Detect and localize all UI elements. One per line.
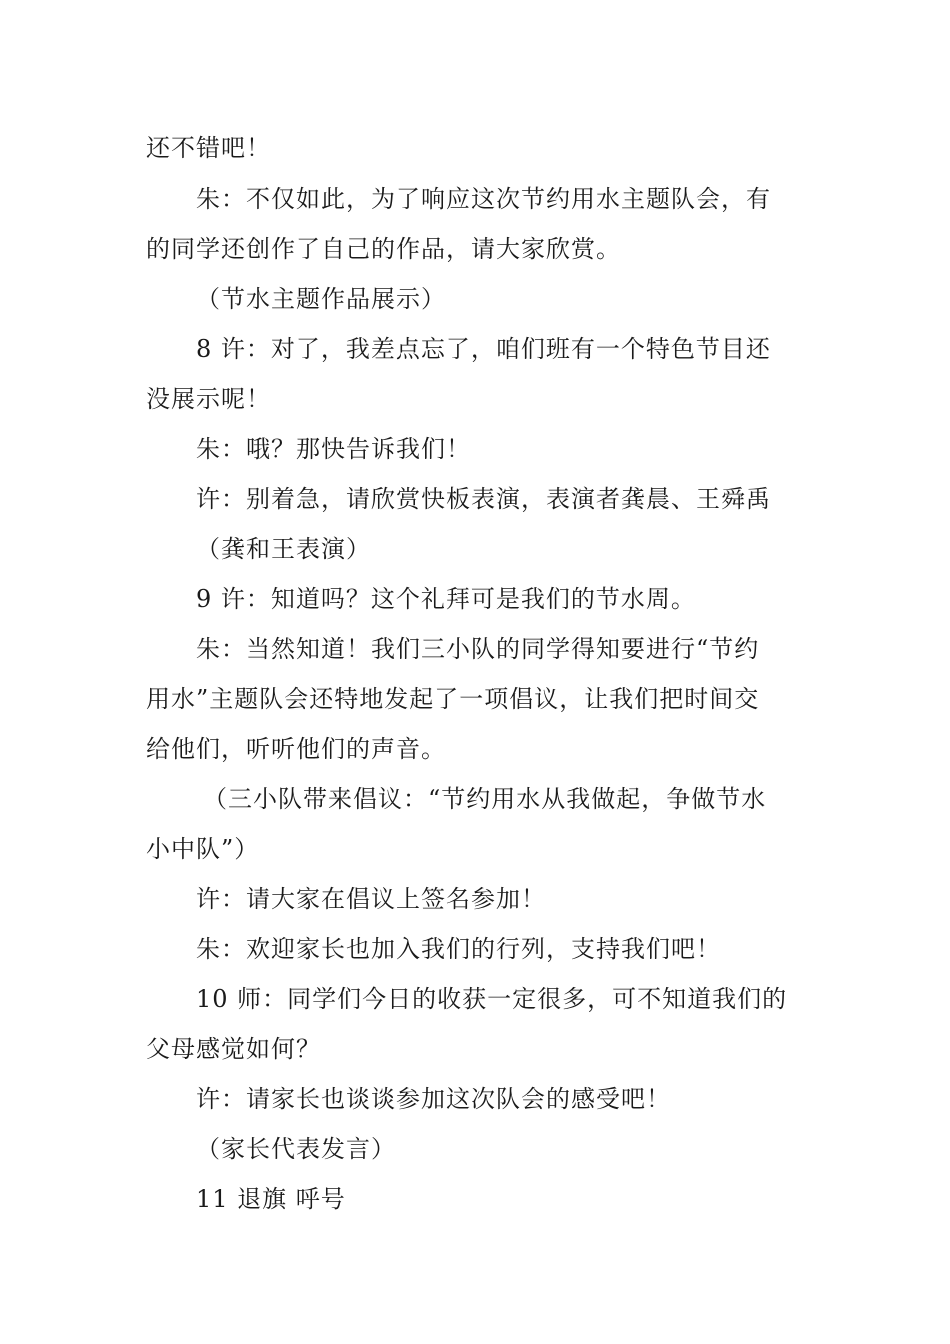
text-line: 朱：欢迎家长也加入我们的行列，支持我们吧！ <box>196 935 721 963</box>
text-line: 父母感觉如何？ <box>146 1035 321 1063</box>
text-line: （龚和王表演） <box>196 535 371 563</box>
text-line: 许：别着急，请欣赏快板表演，表演者龚晨、王舜禹 <box>196 485 771 513</box>
text-line: 11 退旗 呼号 <box>196 1185 346 1213</box>
text-line: 8 许：对了，我差点忘了，咱们班有一个特色节目还 <box>196 335 771 363</box>
text-line: 的同学还创作了自己的作品，请大家欣赏。 <box>146 235 621 263</box>
text-line: （三小队带来倡议：“节约用水从我做起，争做节水 <box>203 785 767 813</box>
text-line: 10 师：同学们今日的收获一定很多，可不知道我们的 <box>196 985 788 1013</box>
text-line: 用水”主题队会还特地发起了一项倡议，让我们把时间交 <box>146 685 760 713</box>
text-line: 给他们，听听他们的声音。 <box>146 735 446 763</box>
text-line: 没展示呢！ <box>146 385 271 413</box>
text-line: 许：请大家在倡议上签名参加！ <box>196 885 546 913</box>
text-line: 朱：不仅如此，为了响应这次节约用水主题队会，有 <box>196 185 771 213</box>
text-line: 还不错吧！ <box>146 134 271 162</box>
text-line: 朱：哦？那快告诉我们！ <box>196 435 471 463</box>
text-line: 朱：当然知道！我们三小队的同学得知要进行“节约 <box>196 635 760 663</box>
text-line: 许：请家长也谈谈参加这次队会的感受吧！ <box>196 1085 671 1113</box>
text-line: （家长代表发言） <box>196 1135 396 1163</box>
text-line: 小中队”） <box>146 835 260 863</box>
text-line: （节水主题作品展示） <box>196 285 446 313</box>
text-line: 9 许：知道吗？这个礼拜可是我们的节水周。 <box>196 585 696 613</box>
